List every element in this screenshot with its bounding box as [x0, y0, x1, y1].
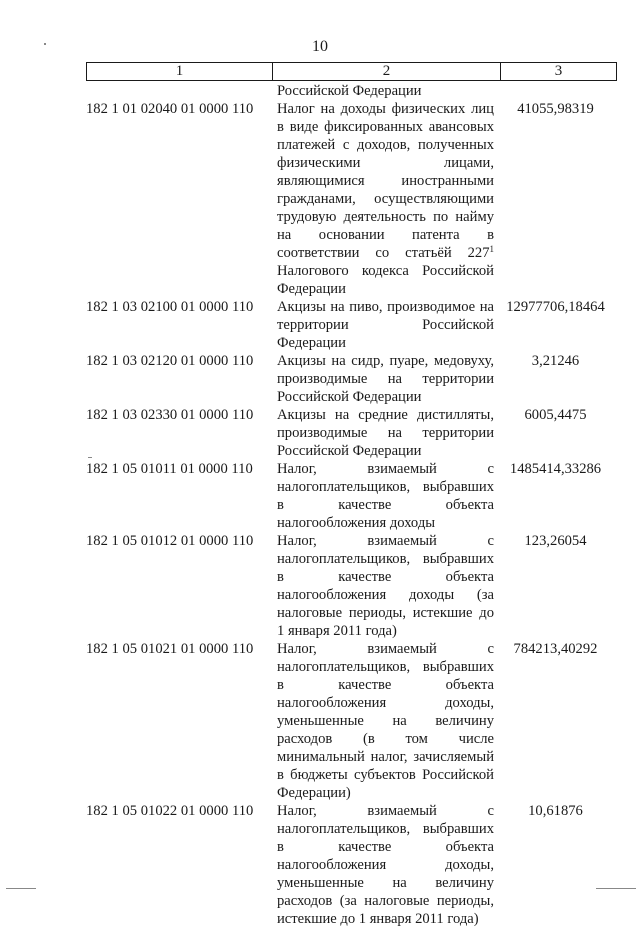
page-number: 10	[312, 38, 328, 55]
row-name-tail: Налогового кодекса Российской Федерации	[277, 263, 494, 297]
row-code: 182 1 03 02330 01 0000 110	[86, 407, 254, 423]
table-row	[86, 298, 617, 352]
row-value: 784213,40292	[513, 641, 598, 657]
row-name: Акцизы на средние дистилляты, производимые на территории Российской Федерации	[277, 407, 494, 459]
table-body	[86, 82, 617, 928]
row-name: Налог, взимаемый с налогоплательщиков, выбравших в качестве объекта налогообложения доходы	[277, 461, 494, 531]
row-code: 182 1 05 01012 01 0000 110	[86, 533, 254, 549]
header-col-3: 3	[554, 63, 563, 79]
table-row	[86, 640, 617, 802]
continuation-row	[86, 82, 617, 100]
row-value: 41055,98319	[517, 101, 594, 117]
row-value: 3,21246	[531, 353, 580, 369]
continuation-text: Российской Федерации	[277, 83, 422, 99]
scan-speck	[44, 43, 46, 45]
row-code: 182 1 05 01011 01 0000 110	[86, 461, 253, 477]
row-value: 1485414,33286	[509, 461, 602, 477]
table-row	[86, 100, 617, 298]
row-name-text: Налог на доходы физических лиц в виде фиксированных авансовых платежей с доходов, полученных физическими лицами, являющимися иностранными гражданами, осуществляющими трудовую деятельность по найму на основании патента в соответствии со статьёй 227	[277, 101, 494, 261]
row-value: 10,61876	[528, 803, 583, 819]
row-name: Налог, взимаемый с налогоплательщиков, выбравших в качестве объекта налогообложения доходы, уменьшенные на величину расходов (в том числе минимальный налог, зачисляемый в бюджеты субъектов Российской Федерации)	[277, 641, 494, 801]
table-row	[86, 532, 617, 640]
row-name: Налог, взимаемый с налогоплательщиков, выбравших в качестве объекта налогообложения доходы, уменьшенные на величину расходов (за налоговые периоды, истекшие до 1 января 2011 года)	[277, 803, 494, 927]
row-name: Акцизы на сидр, пуаре, медовуху, производимые на территории Российской Федерации	[277, 353, 494, 405]
row-name: Акцизы на пиво, производимое на территории Российской Федерации	[277, 299, 494, 351]
row-value: 123,26054	[524, 533, 587, 549]
row-code: 182 1 05 01022 01 0000 110	[86, 803, 254, 819]
table-row	[86, 802, 617, 928]
scan-edge-line	[596, 888, 636, 889]
table-row	[86, 352, 617, 406]
row-value: 6005,4475	[524, 407, 587, 423]
header-col-1: 1	[87, 63, 273, 80]
scan-edge-line	[6, 888, 36, 889]
header-col-2: 2	[273, 63, 501, 80]
row-name: Налог, взимаемый с налогоплательщиков, выбравших в качестве объекта налогообложения доходы (за налоговые периоды, истекшие до 1 января 2011 года)	[277, 533, 494, 639]
table-row	[86, 406, 617, 460]
row-name-superscript: 1	[489, 244, 494, 254]
row-value: 12977706,18464	[506, 299, 605, 315]
table-row	[86, 460, 617, 532]
scan-speck	[88, 457, 92, 458]
row-name	[277, 100, 494, 298]
row-code: 182 1 05 01021 01 0000 110	[86, 641, 254, 657]
row-code: 182 1 03 02100 01 0000 110	[86, 299, 254, 315]
row-code: 182 1 01 02040 01 0000 110	[86, 101, 254, 117]
table-header	[86, 62, 617, 81]
row-code: 182 1 03 02120 01 0000 110	[86, 353, 254, 369]
